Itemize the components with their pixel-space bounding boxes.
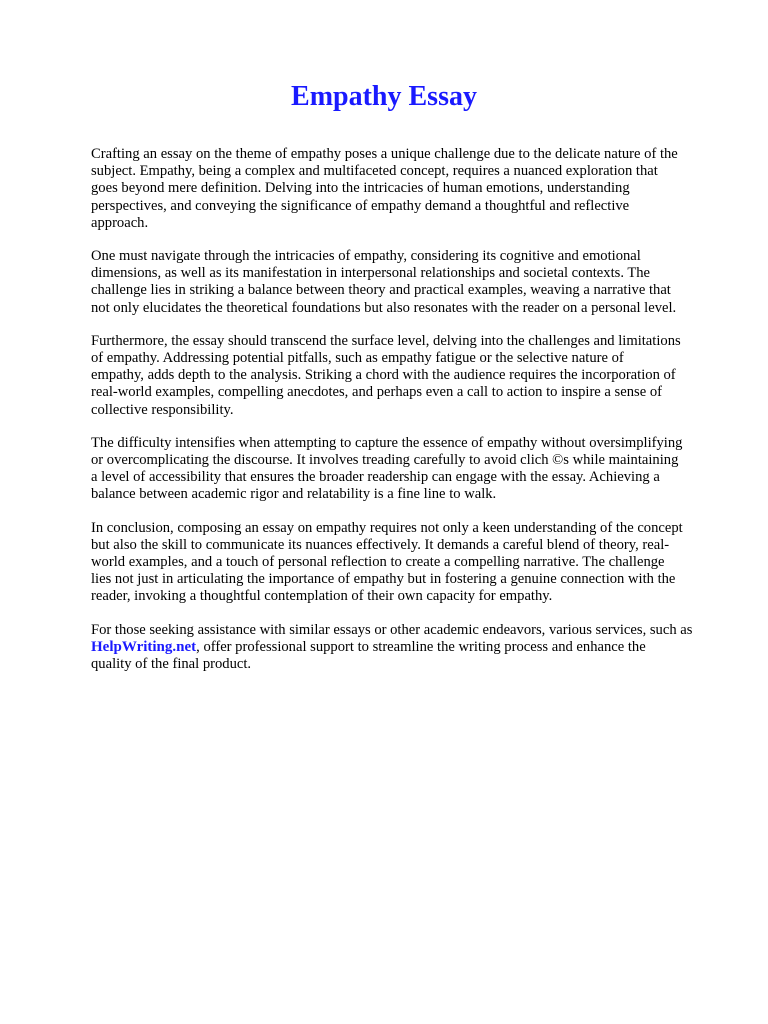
text-line: or overcomplicating the discourse. It involves treading carefully to avoid clich ©s while maintaining [91,452,679,469]
text-line: One must navigate through the intricacies of empathy, considering its cognitive and emotional [91,248,641,265]
text-line: but also the skill to communicate its nuances effectively. It demands a careful blend of theory, real- [91,536,670,553]
paragraph-3 [91,333,741,419]
text-line: balance between academic rigor and relatability is a fine line to walk. [91,486,497,503]
text-line: real-world examples, compelling anecdotes, and perhaps even a call to action to inspire a sense of [91,384,662,401]
text-line: world examples, and a touch of personal reflection to create a compelling narrative. The challenge [91,554,665,571]
text-line: approach. [91,214,149,231]
text-line: of empathy. Addressing potential pitfalls, such as empathy fatigue or the selective nature of [91,350,624,367]
text-line: lies not just in articulating the importance of empathy but in fostering a genuine connection with the [91,571,676,588]
text-line: challenge lies in striking a balance between theory and practical examples, weaving a narrative that [91,282,671,299]
paragraph-4 [91,435,741,504]
paragraph-6 [91,622,741,674]
text-segment: , offer professional support to streamline the writing process and enhance the [196,638,646,655]
paragraph-2 [91,248,741,317]
text-line: not only elucidates the theoretical foundations but also resonates with the reader on a personal level. [91,299,677,316]
text-line: In conclusion, composing an essay on empathy requires not only a keen understanding of the concept [91,519,683,536]
text-line: Furthermore, the essay should transcend the surface level, delving into the challenges and limitations [91,332,681,349]
essay-body [91,146,741,689]
text-line: collective responsibility. [91,401,234,418]
text-line: subject. Empathy, being a complex and multifaceted concept, requires a nuanced exploration that [91,163,658,180]
text-line: empathy, adds depth to the analysis. Striking a chord with the audience requires the incorporation of [91,367,676,384]
text-line: reader, invoking a thoughtful contemplation of their own capacity for empathy. [91,588,553,605]
page-title: Empathy Essay [291,81,477,112]
text-line: For those seeking assistance with similar essays or other academic endeavors, various services, such as [91,621,693,638]
text-line: quality of the final product. [91,656,252,673]
helpwriting-link[interactable]: HelpWriting.net [91,638,197,655]
text-line [91,639,741,656]
text-line: dimensions, as well as its manifestation in interpersonal relationships and societal contexts. The [91,265,651,282]
text-line: goes beyond mere definition. Delving into the intricacies of human emotions, understanding [91,180,630,197]
paragraph-5 [91,520,741,606]
text-line: a level of accessibility that ensures the broader readership can engage with the essay. Achieving a [91,469,660,486]
text-line: The difficulty intensifies when attempting to capture the essence of empathy without oversimplifying [91,434,683,451]
paragraph-1 [91,146,741,232]
text-line: perspectives, and conveying the significance of empathy demand a thoughtful and reflective [91,197,630,214]
text-line: Crafting an essay on the theme of empathy poses a unique challenge due to the delicate nature of the [91,146,678,162]
